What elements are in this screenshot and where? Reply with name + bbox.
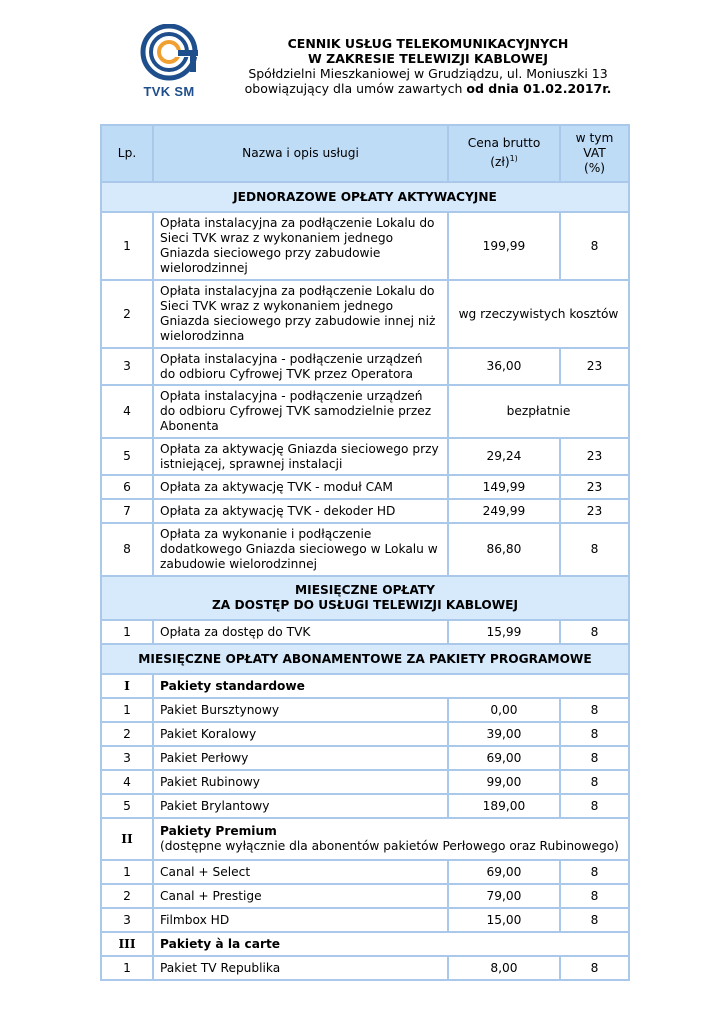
validity-prefix: obowiązujący dla umów zawartych: [244, 81, 467, 96]
row-price: 69,00: [448, 860, 560, 884]
header-vat: [560, 125, 629, 182]
row-price-merged: wg rzeczywistych kosztów: [448, 280, 629, 348]
table-header-row: [101, 125, 629, 182]
row-price: 86,80: [448, 523, 560, 576]
header-vat-line3: (%): [583, 161, 606, 175]
header-price-unit: (zł): [490, 155, 510, 170]
section-title: MIESIĘCZNE OPŁATY ABONAMENTOWE ZA PAKIETY PROGRAMOWE: [101, 644, 629, 674]
section-title-line1: MIESIĘCZNE OPŁATY: [295, 583, 435, 597]
row-lp: 4: [101, 770, 153, 794]
table-row: [101, 956, 629, 980]
group-title: Pakiety Premium: [160, 824, 277, 838]
group-title: Pakiety standardowe: [153, 674, 629, 698]
logo-emblem-icon: [138, 24, 200, 84]
row-price: 149,99: [448, 475, 560, 499]
row-lp: 5: [101, 794, 153, 818]
row-name: Pakiet Perłowy: [153, 746, 448, 770]
group-row: [101, 818, 629, 860]
row-name: Canal + Prestige: [153, 884, 448, 908]
row-price: 189,00: [448, 794, 560, 818]
row-price: 79,00: [448, 884, 560, 908]
row-vat: 8: [560, 794, 629, 818]
row-vat: 8: [560, 956, 629, 980]
group-note: (dostępne wyłącznie dla abonentów pakietów Perłowego oraz Rubinowego): [160, 839, 619, 853]
row-name: Opłata za aktywację Gniazda sieciowego przy istniejącej, sprawnej instalacji: [153, 438, 448, 475]
group-number: I: [101, 674, 153, 698]
row-lp: 1: [101, 860, 153, 884]
row-lp: 1: [101, 212, 153, 280]
row-lp: 1: [101, 620, 153, 644]
row-lp: 2: [101, 280, 153, 348]
table-row: [101, 884, 629, 908]
table-row: [101, 722, 629, 746]
header-price-footnote: 1): [509, 154, 518, 164]
row-vat: 8: [560, 746, 629, 770]
row-price: 39,00: [448, 722, 560, 746]
header-name: Nazwa i opis usługi: [153, 125, 448, 182]
table-row: [101, 620, 629, 644]
row-price: 15,99: [448, 620, 560, 644]
row-lp: 5: [101, 438, 153, 475]
row-price: 0,00: [448, 698, 560, 722]
row-price: 29,24: [448, 438, 560, 475]
row-price: 99,00: [448, 770, 560, 794]
row-price: 15,00: [448, 908, 560, 932]
header-vat-line2: VAT: [583, 146, 606, 160]
row-name: Opłata za dostęp do TVK: [153, 620, 448, 644]
row-lp: 2: [101, 884, 153, 908]
table-row: [101, 860, 629, 884]
table-row: [101, 523, 629, 576]
section-title: JEDNORAZOWE OPŁATY AKTYWACYJNE: [101, 182, 629, 212]
group-number: II: [101, 818, 153, 860]
row-vat: 8: [560, 908, 629, 932]
row-lp: 1: [101, 956, 153, 980]
row-name: Opłata instalacyjna za podłączenie Lokalu do Sieci TVK wraz z wykonaniem jednego Gniazda sieciowego przy zabudowie wielorodzinnej: [153, 212, 448, 280]
table-row: [101, 475, 629, 499]
row-name: Opłata instalacyjna - podłączenie urządzeń do odbioru Cyfrowej TVK samodzielnie przez Abonenta: [153, 385, 448, 438]
table-row: [101, 385, 629, 438]
row-vat: 23: [560, 499, 629, 523]
table-row: [101, 280, 629, 348]
row-name: Pakiet Rubinowy: [153, 770, 448, 794]
price-table: [100, 124, 630, 981]
row-name: Pakiet Brylantowy: [153, 794, 448, 818]
table-row: [101, 499, 629, 523]
row-lp: 3: [101, 746, 153, 770]
row-price: 199,99: [448, 212, 560, 280]
row-name: Opłata za wykonanie i podłączenie dodatkowego Gniazda sieciowego w Lokalu w zabudowie wielorodzinnej: [153, 523, 448, 576]
row-name: Opłata instalacyjna - podłączenie urządzeń do odbioru Cyfrowej TVK przez Operatora: [153, 348, 448, 385]
row-lp: 1: [101, 698, 153, 722]
header-price: [448, 125, 560, 182]
subtitle-line-4: [232, 81, 624, 96]
table-row: [101, 794, 629, 818]
table-row: [101, 348, 629, 385]
row-lp: 3: [101, 348, 153, 385]
row-name: Pakiet Koralowy: [153, 722, 448, 746]
group-title: Pakiety à la carte: [153, 932, 629, 956]
document-header: [232, 36, 624, 96]
row-vat: 8: [560, 884, 629, 908]
table-row: [101, 908, 629, 932]
section-packages-header: [101, 644, 629, 674]
row-name: Pakiet TV Republika: [153, 956, 448, 980]
section-monthly-access-header: [101, 576, 629, 620]
row-vat: 23: [560, 475, 629, 499]
row-name: Opłata za aktywację TVK - moduł CAM: [153, 475, 448, 499]
group-title-cell: [153, 818, 629, 860]
row-lp: 2: [101, 722, 153, 746]
row-vat: 8: [560, 698, 629, 722]
table-row: [101, 746, 629, 770]
subtitle-line-3: Spółdzielni Mieszkaniowej w Grudziądzu, ul. Moniuszki 13: [248, 66, 608, 81]
table-row: [101, 438, 629, 475]
title-line-1: CENNIK USŁUG TELEKOMUNIKACYJNYCH: [287, 36, 569, 51]
logo-text: TVK SM: [143, 84, 195, 99]
header-lp: Lp.: [101, 125, 153, 182]
row-lp: 4: [101, 385, 153, 438]
row-vat: 8: [560, 860, 629, 884]
row-vat: 23: [560, 348, 629, 385]
header-vat-line1: w tym: [575, 131, 614, 145]
validity-date: od dnia 01.02.2017r.: [466, 81, 612, 96]
row-vat: 8: [560, 770, 629, 794]
row-lp: 7: [101, 499, 153, 523]
row-name: Opłata instalacyjna za podłączenie Lokalu do Sieci TVK wraz z wykonaniem jednego Gniazda sieciowego przy zabudowie innej niż wielorodzinna: [153, 280, 448, 348]
group-row: [101, 932, 629, 956]
title-line-2: W ZAKRESIE TELEWIZJI KABLOWEJ: [307, 51, 548, 66]
table-row: [101, 212, 629, 280]
group-row: [101, 674, 629, 698]
row-lp: 3: [101, 908, 153, 932]
row-lp: 8: [101, 523, 153, 576]
row-price: 36,00: [448, 348, 560, 385]
row-vat: 8: [560, 722, 629, 746]
header-price-label: Cena brutto: [467, 136, 541, 151]
row-lp: 6: [101, 475, 153, 499]
tvk-sm-logo: [138, 24, 200, 102]
row-price: 69,00: [448, 746, 560, 770]
section-title: [101, 576, 629, 620]
group-number: III: [101, 932, 153, 956]
row-vat: 8: [560, 523, 629, 576]
section-activation-header: [101, 182, 629, 212]
row-name: Filmbox HD: [153, 908, 448, 932]
row-vat: 8: [560, 620, 629, 644]
row-name: Pakiet Bursztynowy: [153, 698, 448, 722]
section-title-line2: ZA DOSTĘP DO USŁUGI TELEWIZJI KABLOWEJ: [211, 598, 519, 612]
table-row: [101, 770, 629, 794]
row-price: 249,99: [448, 499, 560, 523]
row-vat: 8: [560, 212, 629, 280]
row-price-merged: bezpłatnie: [448, 385, 629, 438]
row-vat: 23: [560, 438, 629, 475]
row-name: Opłata za aktywację TVK - dekoder HD: [153, 499, 448, 523]
row-name: Canal + Select: [153, 860, 448, 884]
row-price: 8,00: [448, 956, 560, 980]
table-row: [101, 698, 629, 722]
